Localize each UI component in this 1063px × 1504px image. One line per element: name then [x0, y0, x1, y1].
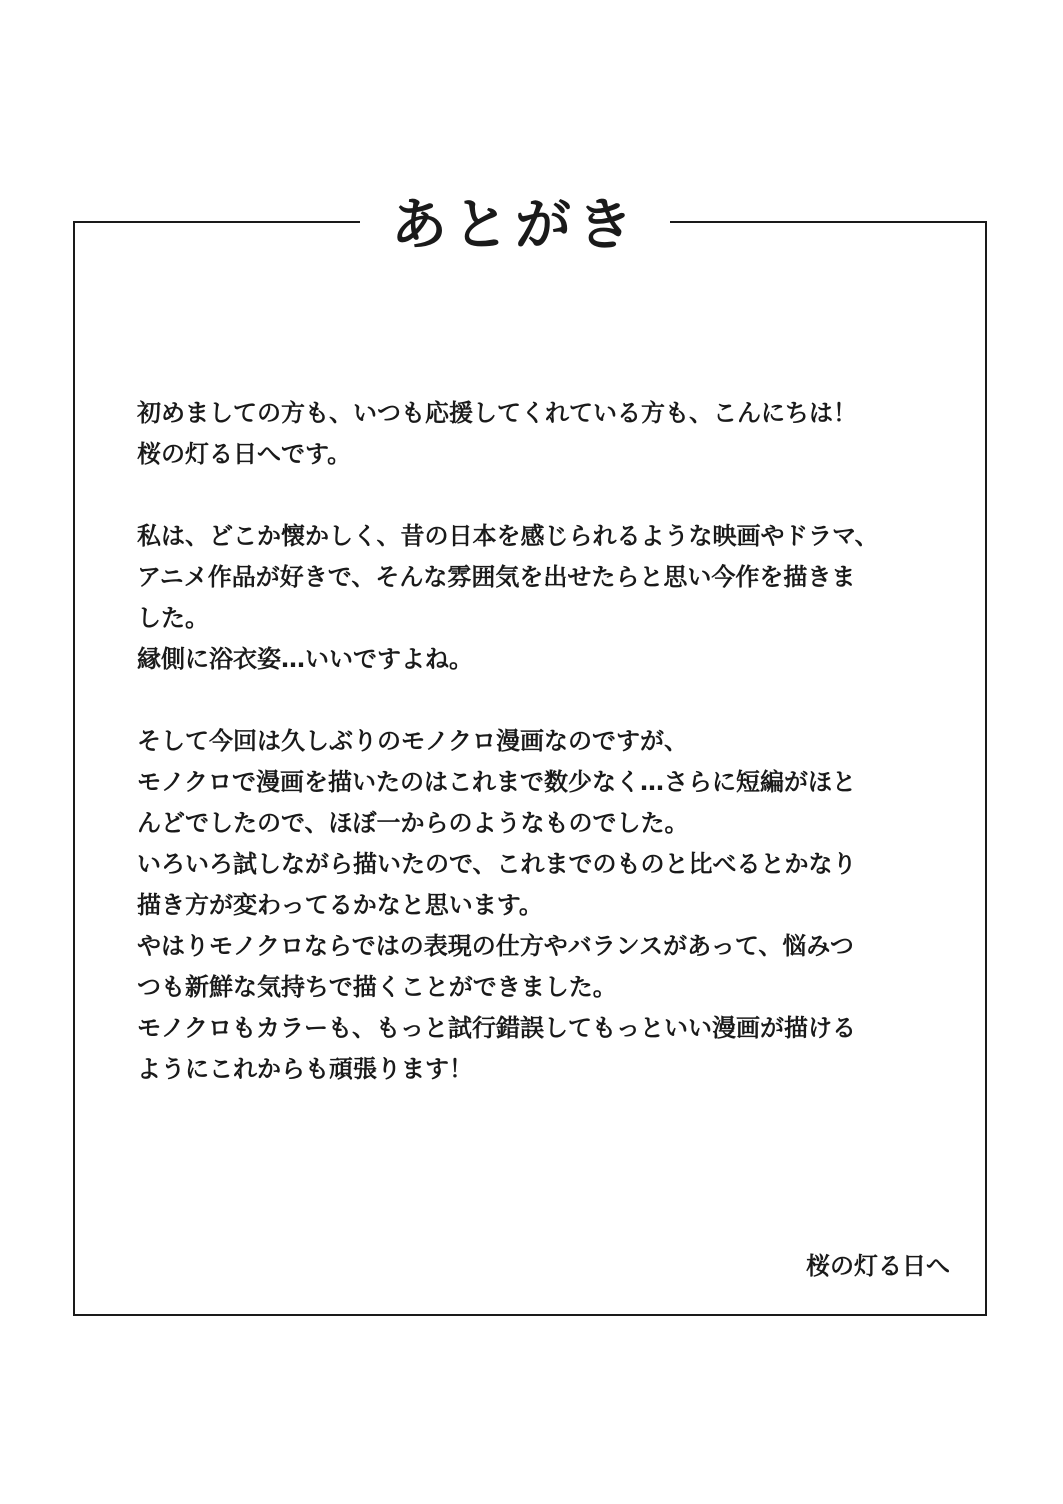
paragraph-gap: [137, 475, 937, 516]
body-line: やはりモノクロならではの表現の仕方やバランスがあって、悩みつ: [137, 932, 854, 960]
body-line: モノクロもカラーも、もっと試行錯誤してもっといい漫画が描ける: [137, 1014, 857, 1042]
body-line: アニメ作品が好きで、そんな雰囲気を出せたらと思い今作を描きま: [137, 563, 856, 591]
body-line: 初めましての方も、いつも応援してくれている方も、こんにちは！: [137, 399, 857, 427]
body-line: 縁側に浴衣姿…いいですよね。: [137, 645, 473, 673]
body-line: そして今回は久しぶりのモノクロ漫画なのですが、: [137, 727, 689, 755]
title-container: [360, 188, 670, 264]
body-line: ようにこれからも頑張ります！: [137, 1055, 473, 1083]
body-line: んどでしたので、ほぼ一からのようなものでした。: [137, 809, 689, 837]
body-line: モノクロで漫画を描いたのはこれまで数少なく…さらに短編がほと: [137, 768, 857, 796]
body-line: いろいろ試しながら描いたので、これまでのものと比べるとかなり: [137, 850, 857, 878]
body-line: 私は、どこか懐かしく、昔の日本を感じられるような映画やドラマ、: [137, 522, 879, 550]
body-line: つも新鮮な気持ちで描くことができました。: [137, 973, 617, 1001]
page-title: あとがき: [391, 193, 639, 258]
paragraph-gap: [137, 680, 937, 721]
author-signature: 桜の灯る日へ: [806, 1252, 950, 1280]
afterword-body: [137, 393, 937, 1090]
body-line: 描き方が変わってるかなと思います。: [137, 891, 543, 919]
body-line: 桜の灯る日へです。: [137, 440, 352, 468]
body-line: した。: [137, 604, 209, 632]
